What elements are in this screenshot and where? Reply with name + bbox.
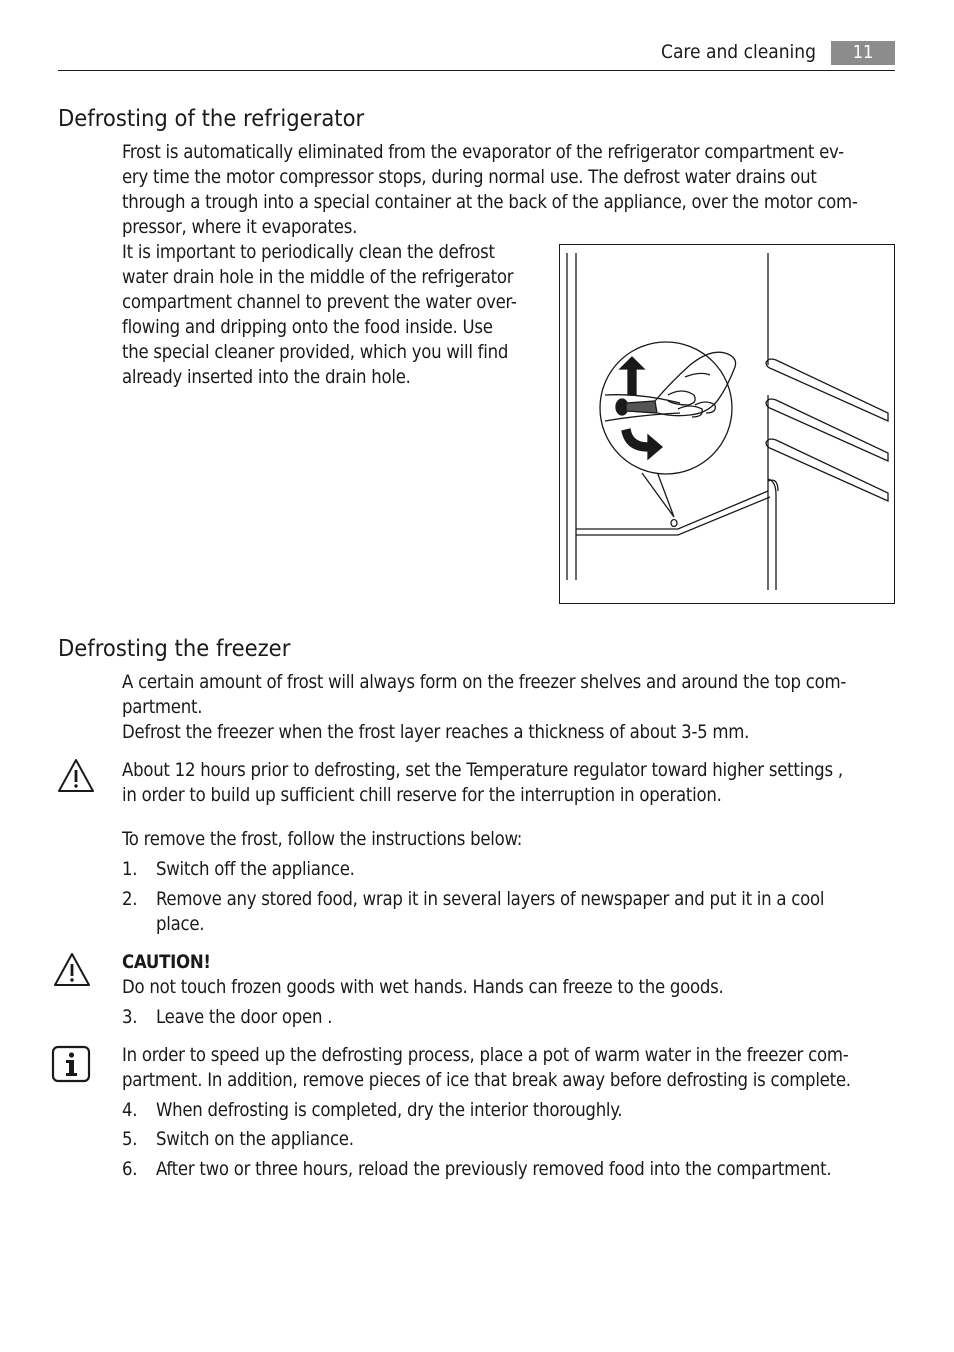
section-title-refrigerator: Defrosting of the refrigerator <box>58 104 365 132</box>
text-line: pressor, where it evaporates. <box>122 217 358 238</box>
text-line: through a trough into a special container at the back of the appliance, over the motor com- <box>122 192 858 213</box>
step-2 <box>122 887 895 937</box>
step-1 <box>122 857 895 882</box>
info-tip <box>122 1043 851 1093</box>
text-line: compartment channel to prevent the water over- <box>122 292 517 313</box>
warning-triangle-icon <box>52 951 92 989</box>
step-text: Leave the door open . <box>156 1007 333 1028</box>
text-line: A certain amount of frost will always form on the freezer shelves and around the top com- <box>122 672 847 693</box>
step-text-line: place. <box>156 914 205 935</box>
header-section-title: Care and cleaning <box>661 41 816 63</box>
text-line: in order to build up sufficient chill reserve for the interruption in operation. <box>122 785 722 806</box>
text-line: It is important to periodically clean the defrost <box>122 242 495 263</box>
drain-hole-illustration <box>559 244 895 604</box>
text-line: Defrost the freezer when the frost layer reaches a thickness of about 3-5 mm. <box>122 722 750 743</box>
text-line: In order to speed up the defrosting process, place a pot of warm water in the freezer com- <box>122 1045 849 1066</box>
info-icon <box>51 1045 91 1083</box>
step-number: 6. <box>122 1159 138 1180</box>
step-3 <box>122 1005 895 1030</box>
warning-chill-reserve <box>122 758 843 808</box>
instructions-intro: To remove the frost, follow the instructions below: <box>122 829 523 850</box>
text-line: Frost is automatically eliminated from the evaporator of the refrigerator compartment ev- <box>122 142 844 163</box>
refrigerator-paragraph-2 <box>122 240 517 390</box>
text-line: About 12 hours prior to defrosting, set the Temperature regulator toward higher settings , <box>122 760 843 781</box>
section-title-freezer: Defrosting the freezer <box>58 634 291 662</box>
step-text-line: Remove any stored food, wrap it in several layers of newspaper and put it in a cool <box>156 889 825 910</box>
text-line: water drain hole in the middle of the refrigerator <box>122 267 514 288</box>
step-number: 2. <box>122 889 138 910</box>
text-line: partment. In addition, remove pieces of ice that break away before defrosting is complete. <box>122 1070 851 1091</box>
step-number: 4. <box>122 1100 138 1121</box>
text-line: already inserted into the drain hole. <box>122 367 411 388</box>
step-number: 5. <box>122 1129 138 1150</box>
step-5 <box>122 1127 895 1152</box>
caution-text: Do not touch frozen goods with wet hands. Hands can freeze to the goods. <box>122 977 724 998</box>
text-line: ery time the motor compressor stops, during normal use. The defrost water drains out <box>122 167 817 188</box>
caution-title: CAUTION! <box>122 952 211 973</box>
text-line: flowing and dripping onto the food inside. Use <box>122 317 493 338</box>
step-text: When defrosting is completed, dry the interior thoroughly. <box>156 1100 623 1121</box>
step-4 <box>122 1098 895 1123</box>
text-line: partment. <box>122 697 203 718</box>
step-6 <box>122 1157 895 1182</box>
step-text: Switch off the appliance. <box>156 859 355 880</box>
refrigerator-paragraph-1 <box>122 140 858 240</box>
header-rule <box>58 70 895 71</box>
freezer-intro <box>122 670 846 745</box>
step-text: Switch on the appliance. <box>156 1129 354 1150</box>
page-number: 11 <box>831 41 895 65</box>
step-number: 1. <box>122 859 138 880</box>
warning-triangle-icon <box>56 757 96 795</box>
step-text: After two or three hours, reload the previously removed food into the compartment. <box>156 1159 832 1180</box>
text-line: the special cleaner provided, which you will find <box>122 342 509 363</box>
step-number: 3. <box>122 1007 138 1028</box>
